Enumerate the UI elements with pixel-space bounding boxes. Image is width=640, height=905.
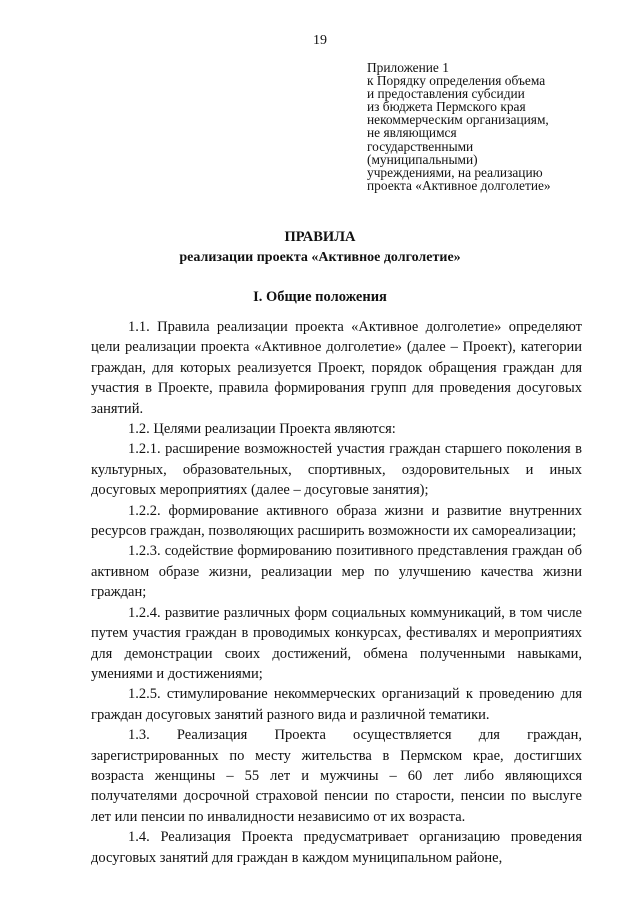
- document-title: ПРАВИЛА: [284, 229, 356, 245]
- paragraph: 1.2.4. развитие различных форм социальных коммуникаций, в том числе путем участия граждан в проводимых конкурсах, фестивалях и мероприятиях для демонстрации своих достижений, обмена полученными навыками, умениями и достижениями;: [91, 604, 582, 682]
- appendix-line: и предоставления субсидии: [367, 86, 525, 102]
- paragraph: 1.2.3. содействие формированию позитивного представления граждан об активном образе жизни, реализации мер по улучшению качества жизни граждан;: [91, 543, 582, 601]
- document-subtitle: реализации проекта «Активное долголетие»: [179, 250, 461, 265]
- document-body: [91, 317, 582, 868]
- paragraph: 1.1. Правила реализации проекта «Активное долголетие» определяют цели реализации проекта «Активное долголетие» (далее – Проект), категории граждан, для которых реализуется Проект, порядок обращения граждан для участия в Проекте, правила формирования групп для проведения досуговых занятий.: [91, 319, 582, 417]
- paragraph: 1.2. Целями реализации Проекта являются:: [128, 421, 396, 438]
- appendix-line: не являющимся: [367, 125, 457, 141]
- appendix-block: [367, 61, 597, 192]
- appendix-line: из бюджета Пермского края: [367, 99, 526, 115]
- paragraph: 1.2.2. формирование активного образа жизни и развитие внутренних ресурсов граждан, позволяющих расширить возможности их самореализации;: [91, 502, 582, 540]
- paragraph: 1.4. Реализация Проекта предусматривает организацию проведения досуговых занятий для граждан в каждом муниципальном районе,: [91, 829, 582, 866]
- paragraph: 1.2.1. расширение возможностей участия граждан старшего поколения в культурных, образовательных, спортивных, оздоровительных и иных досуговых мероприятиях (далее – досуговые занятия);: [91, 441, 582, 499]
- appendix-line: государственными: [367, 138, 474, 154]
- appendix-line: Приложение 1: [367, 60, 449, 75]
- paragraph: 1.3. Реализация Проекта осуществляется для граждан, зарегистрированных по месту жительства в Пермском крае, достигших возраста женщины – 55 лет и мужчины – 60 лет либо являющихся получателями досрочной страховой пенсии по старости, пенсии по выслуге лет или пенсии по инвалидности независимо от их возраста.: [91, 727, 582, 825]
- appendix-line: к Порядку определения объема: [367, 73, 546, 89]
- appendix-line: (муниципальными): [367, 151, 478, 167]
- appendix-line: проекта «Активное долголетие»: [367, 177, 551, 193]
- section-heading: I. Общие положения: [253, 289, 387, 305]
- paragraph: 1.2.5. стимулирование некоммерческих организаций к проведению для граждан досуговых занятий разного вида и различной тематики.: [91, 686, 582, 723]
- appendix-line: некоммерческим организациям,: [367, 112, 549, 128]
- page-number: 19: [313, 33, 327, 48]
- appendix-line: учреждениями, на реализацию: [367, 164, 543, 180]
